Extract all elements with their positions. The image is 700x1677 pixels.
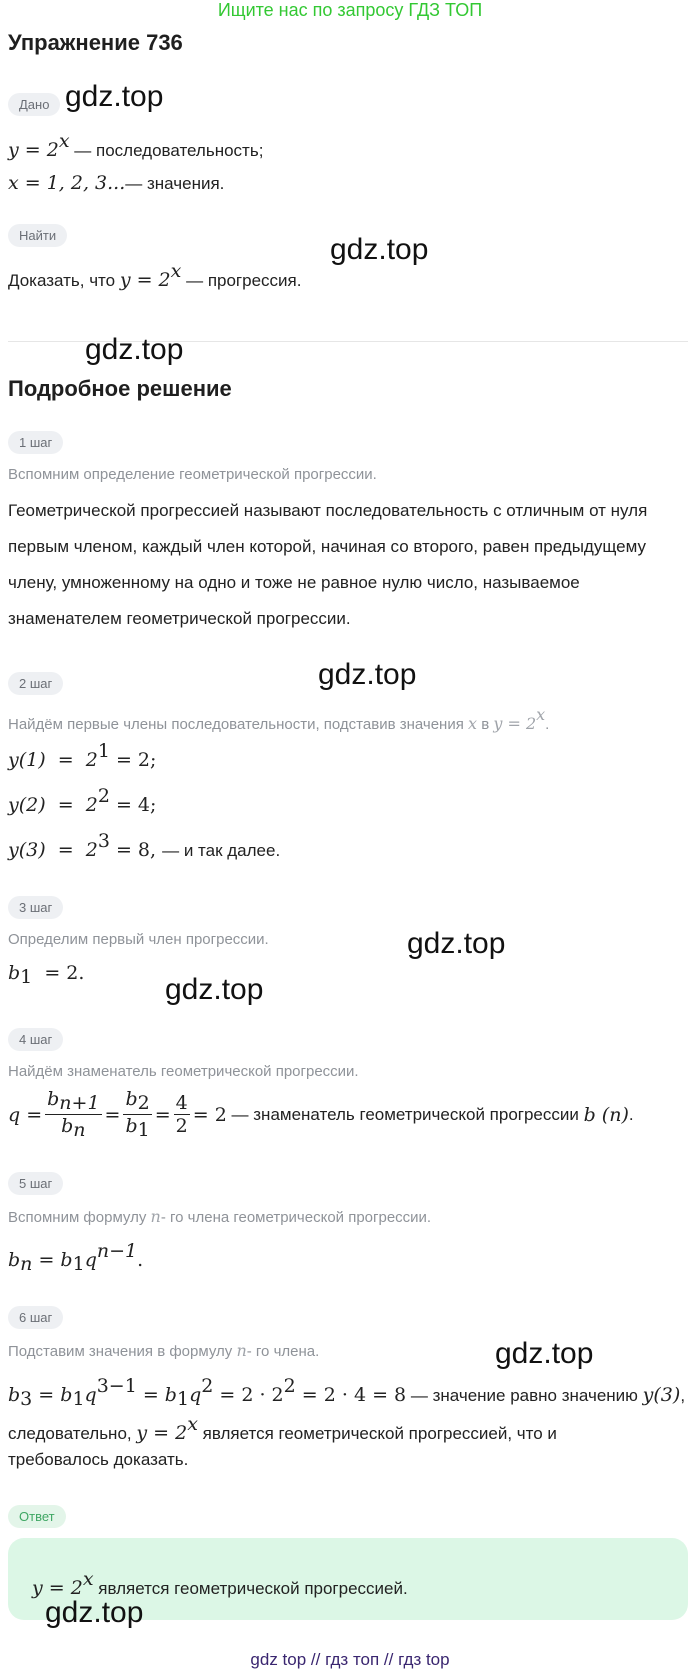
answer-text: $y = 2^x$ является геометрической прогрессией. xyxy=(32,1568,408,1599)
step-6-formula: $b_3 = b_1q^{3-1} = b_1q^2 = 2 \cdot 2^2 = 2 \cdot 4 = 8$ — значение равно значению y(3), xyxy=(8,1375,686,1410)
find-label: Найти xyxy=(8,224,67,247)
solution-title: Подробное решение xyxy=(8,376,232,401)
watermark: gdz.top xyxy=(45,1596,144,1629)
step-2-label: 2 шаг xyxy=(8,672,63,695)
step-3-formula: $b_1 = 2$. xyxy=(8,962,85,988)
footer-links[interactable]: gdz top // гдз топ // гдз top xyxy=(250,1650,450,1669)
step-5-hint: Вспомним формулу n- го члена геометрической прогрессии. xyxy=(8,1207,432,1226)
given-line-1: $y = 2^x$ — последовательность; xyxy=(8,130,264,161)
step-3-label: 3 шаг xyxy=(8,896,63,919)
step-1-label: 1 шаг xyxy=(8,431,63,454)
step-4-hint: Найдём знаменатель геометрической прогрессии. xyxy=(8,1063,359,1080)
given-line-2: x = 1, 2, 3...— значения. xyxy=(8,172,225,194)
watermark: gdz.top xyxy=(318,658,417,691)
fraction-1: $\frac{b_{n+1}}{b_n}$ xyxy=(47,1088,100,1141)
step-1-text: Геометрической прогрессией называют последовательность с отличным от нуля первым членом, каждый член которой, начиная со второго, равен предыдущему члену, умноженному на одно и тоже не равное нулю число, называемое знаменателем геометрической прогрессии. xyxy=(8,501,648,628)
step-2-hint: Найдём первые члены последовательности, подставив значения x в $y = 2^x$. xyxy=(8,705,550,733)
search-banner[interactable]: Ищите нас по запросу ГДЗ ТОП xyxy=(217,0,483,20)
step-6-hint: Подставим значения в формулу n- го члена. xyxy=(8,1341,320,1360)
exercise-title: Упражнение 736 xyxy=(8,30,183,55)
step-2-row-3: $y(3) = 2^3 = 8$, — и так далее. xyxy=(8,830,281,861)
step-5-formula: $b_n = b_1q^{n-1}$. xyxy=(8,1240,144,1275)
watermark: gdz.top xyxy=(85,333,184,366)
step-5-label: 5 шаг xyxy=(8,1172,63,1195)
fraction-2: $\frac{b_2}{b_1}$ xyxy=(125,1088,150,1141)
watermark: gdz.top xyxy=(495,1337,594,1370)
given-label: Дано xyxy=(8,93,60,116)
step-4-formula: q = $\frac{b_{n+1}}{b_n}$ = $\frac{b_2}{b_1}$ = $\frac{4}{2}$ = 2 — знаменатель геометрической прогрессии b (n) . xyxy=(8,1088,634,1141)
step-1-hint: Вспомним определение геометрической прогрессии. xyxy=(8,466,377,483)
find-line: Доказать, что $y = 2^x$ — прогрессия. xyxy=(8,260,302,291)
step-6-label: 6 шаг xyxy=(8,1306,63,1329)
step-3-hint: Определим первый член прогрессии. xyxy=(8,931,269,948)
watermark: gdz.top xyxy=(65,80,164,113)
step-2-row-2: $y(2) = 2^2 = 4$; xyxy=(8,785,157,816)
step-6-line-3: требовалось доказать. xyxy=(8,1450,189,1469)
answer-label: Ответ xyxy=(8,1505,66,1528)
step-6-line-2: следовательно, $y = 2^x$ является геометрической прогрессией, что и xyxy=(8,1413,557,1444)
step-4-label: 4 шаг xyxy=(8,1028,63,1051)
watermark: gdz.top xyxy=(330,233,429,266)
step-2-row-1: $y(1) = 2^1 = 2$; xyxy=(8,740,157,771)
fraction-3: $\frac{4}{2}$ xyxy=(175,1092,188,1137)
watermark: gdz.top xyxy=(165,973,264,1006)
watermark: gdz.top xyxy=(407,927,506,960)
